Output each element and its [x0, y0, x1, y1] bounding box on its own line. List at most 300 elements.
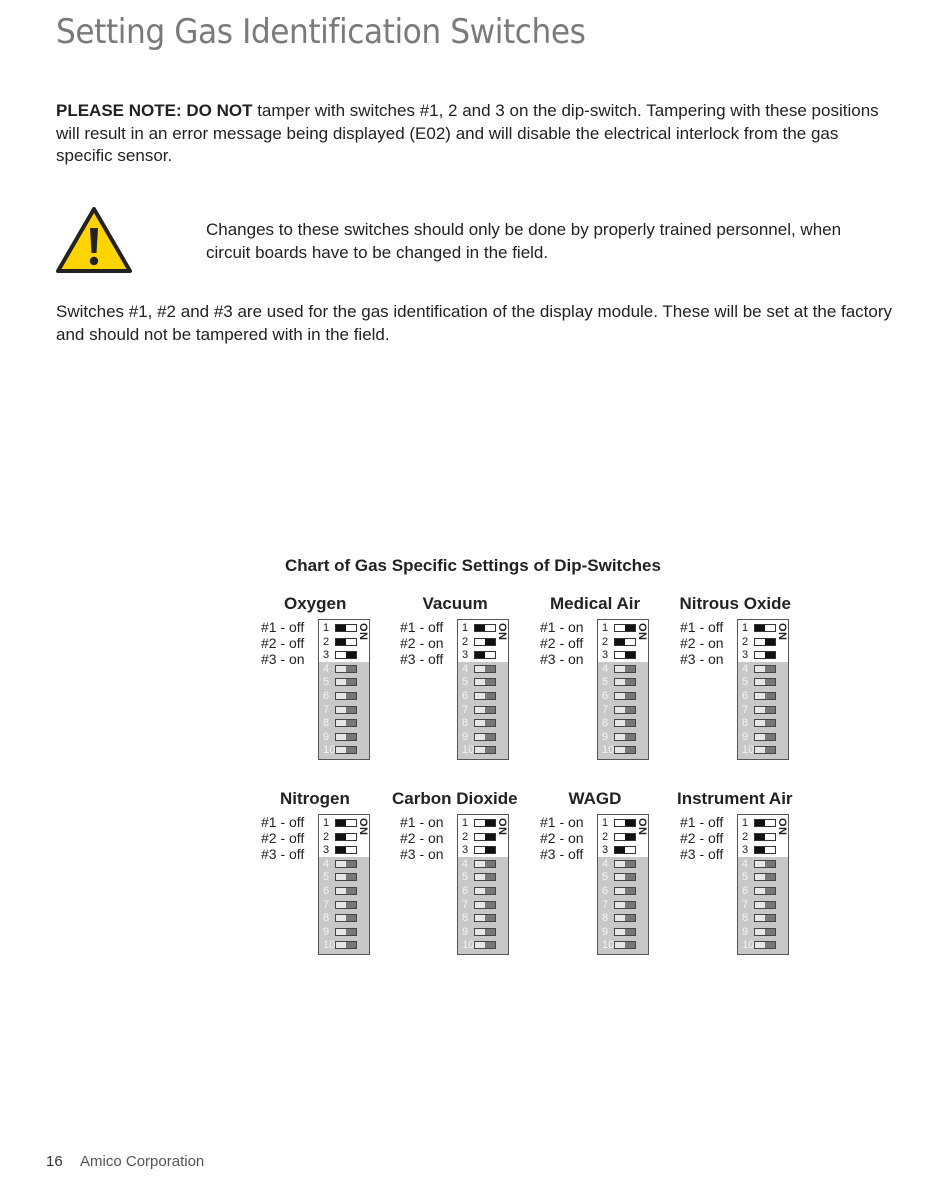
on-label: ON: [357, 623, 369, 641]
switch-knob: [765, 861, 775, 867]
switch-number: 1: [742, 817, 749, 829]
gas-panel: [540, 594, 700, 784]
switch-knob: [625, 666, 635, 672]
switch-number: 3: [602, 649, 609, 662]
switch-knob: [346, 861, 356, 867]
switch-row: [742, 663, 782, 677]
switch-row: [462, 744, 502, 758]
switch-row: [462, 649, 502, 663]
switch-number: 7: [602, 898, 609, 911]
switch-number: 8: [323, 912, 330, 925]
switch-knob: [765, 720, 775, 726]
switch-setting-line: #3 - on: [400, 846, 444, 862]
page-footer: [46, 1153, 204, 1170]
switch-knob: [346, 707, 356, 713]
switch-toggle: [335, 941, 357, 949]
switch-toggle: [474, 733, 496, 741]
switch-toggle: [614, 873, 636, 881]
switch-number: 2: [742, 830, 749, 843]
switch-number: 7: [462, 703, 469, 716]
switch-toggle: [335, 733, 357, 741]
switch-number: 3: [462, 844, 469, 857]
switch-row: [602, 744, 642, 758]
switch-knob: [615, 847, 625, 853]
switch-knob: [625, 820, 635, 826]
switch-toggle: [754, 901, 776, 909]
company-name: Amico Corporation: [80, 1153, 205, 1170]
switch-toggle: [754, 873, 776, 881]
switch-number: 5: [742, 676, 749, 689]
switch-knob: [755, 847, 765, 853]
switch-number: 9: [462, 925, 469, 938]
switch-number: 9: [602, 730, 609, 743]
switch-toggle: [754, 624, 776, 632]
switch-row: [462, 622, 502, 636]
switch-knob: [346, 747, 356, 753]
switch-row: [323, 831, 363, 845]
please-note-paragraph: [56, 100, 896, 168]
switch-number: 8: [742, 717, 749, 730]
switch-toggle: [335, 928, 357, 936]
switch-row: [323, 858, 363, 872]
switch-row: [602, 649, 642, 663]
switch-knob: [485, 915, 495, 921]
switch-toggle: [474, 860, 496, 868]
switch-number: 4: [742, 857, 749, 870]
switch-knob: [765, 747, 775, 753]
switch-setting-line: #2 - off: [261, 635, 305, 651]
switch-setting-line: #2 - on: [680, 635, 724, 651]
switch-knob: [765, 888, 775, 894]
switch-knob: [336, 625, 346, 631]
switch-row: [323, 871, 363, 885]
switch-number: 2: [323, 830, 330, 843]
dip-switch: [318, 814, 370, 955]
on-label: ON: [357, 818, 369, 836]
switch-knob: [485, 874, 495, 880]
switch-toggle: [754, 678, 776, 686]
switch-knob: [475, 625, 485, 631]
page-title: Setting Gas Identification Switches: [56, 12, 586, 52]
note-text: tamper with switches #1, 2 and 3 on the dip-switch. Tampering with these positions will result in an error message being displayed (E02) and will disable the electrical interlock from the gas specific sensor.: [56, 101, 879, 165]
switch-knob: [625, 942, 635, 948]
switch-knob: [346, 874, 356, 880]
switch-toggle: [335, 624, 357, 632]
gas-panel: [261, 594, 421, 784]
switch-number: 10: [462, 939, 475, 952]
switch-toggle: [614, 678, 636, 686]
gas-name: WAGD: [568, 789, 622, 808]
switch-knob: [625, 652, 635, 658]
dip-switch: [318, 619, 370, 760]
switch-number: 5: [602, 871, 609, 884]
switch-row: [462, 817, 502, 831]
switch-row: [742, 744, 782, 758]
switch-toggle: [754, 941, 776, 949]
switch-row: [323, 649, 363, 663]
switch-number: 7: [462, 898, 469, 911]
switch-toggle: [474, 887, 496, 895]
switch-toggle: [754, 638, 776, 646]
switch-row: [742, 871, 782, 885]
switch-toggle: [754, 819, 776, 827]
switch-toggle: [474, 873, 496, 881]
switch-row: [462, 731, 502, 745]
gas-name: Nitrogen: [280, 789, 350, 808]
switch-toggle: [335, 706, 357, 714]
switch-toggle: [754, 833, 776, 841]
gas-panel: [540, 789, 700, 979]
switch-knob: [765, 902, 775, 908]
switch-row: [323, 939, 363, 953]
switch-row: [462, 912, 502, 926]
on-label: ON: [636, 818, 648, 836]
switch-row: [323, 744, 363, 758]
switch-setting-line: #1 - on: [540, 814, 584, 830]
switch-knob: [346, 693, 356, 699]
switch-number: 10: [602, 744, 615, 757]
switch-number: 6: [462, 885, 469, 897]
switch-settings: [680, 619, 724, 667]
switch-knob: [625, 888, 635, 894]
switch-number: 2: [602, 635, 609, 648]
switch-knob: [615, 639, 625, 645]
switch-row: [323, 817, 363, 831]
switch-toggle: [614, 846, 636, 854]
switch-row: [323, 663, 363, 677]
switch-toggle: [754, 706, 776, 714]
switch-number: 1: [462, 817, 469, 829]
switch-row: [323, 844, 363, 858]
switch-row: [323, 704, 363, 718]
switch-number: 3: [462, 649, 469, 662]
switch-knob: [625, 679, 635, 685]
switch-knob: [765, 915, 775, 921]
switch-row: [323, 690, 363, 704]
switch-number: 9: [602, 925, 609, 938]
page-number: 16: [46, 1153, 63, 1170]
switch-number: 8: [602, 912, 609, 925]
switch-number: 7: [323, 898, 330, 911]
switch-toggle: [614, 901, 636, 909]
switch-setting-line: #2 - on: [400, 635, 444, 651]
switch-row: [742, 622, 782, 636]
switch-toggle: [754, 692, 776, 700]
switch-number: 6: [602, 690, 609, 702]
switch-number: 6: [742, 690, 749, 702]
switch-setting-line: #1 - off: [400, 619, 444, 635]
switch-number: 4: [462, 857, 469, 870]
switch-row: [462, 831, 502, 845]
switch-row: [323, 676, 363, 690]
switch-setting-line: #1 - off: [261, 814, 305, 830]
switch-toggle: [474, 901, 496, 909]
switch-row: [602, 926, 642, 940]
switch-number: 9: [323, 730, 330, 743]
switch-toggle: [335, 638, 357, 646]
on-label: ON: [496, 623, 508, 641]
warning-icon: [55, 206, 133, 274]
switch-knob: [625, 707, 635, 713]
switch-row: [323, 636, 363, 650]
switch-number: 2: [462, 635, 469, 648]
switch-knob: [765, 679, 775, 685]
switch-toggle: [614, 624, 636, 632]
switch-number: 5: [323, 871, 330, 884]
warning-text: Changes to these switches should only be done by properly trained personnel, when circuit boards have to be changed in the field.: [206, 220, 842, 262]
switch-number: 5: [462, 676, 469, 689]
switch-setting-line: #2 - off: [261, 830, 305, 846]
switch-row: [602, 858, 642, 872]
switch-row: [742, 676, 782, 690]
switch-row: [602, 676, 642, 690]
switch-row: [742, 912, 782, 926]
switch-knob: [336, 820, 346, 826]
switch-toggle: [335, 887, 357, 895]
switch-knob: [625, 693, 635, 699]
switch-toggle: [335, 860, 357, 868]
switch-row: [462, 939, 502, 953]
switch-knob: [485, 720, 495, 726]
switch-number: 4: [742, 662, 749, 675]
switch-number: 9: [323, 925, 330, 938]
switch-number: 1: [602, 622, 609, 634]
switch-toggle: [335, 651, 357, 659]
switch-setting-line: #1 - off: [261, 619, 305, 635]
switch-toggle: [614, 887, 636, 895]
switch-setting-line: #3 - on: [540, 651, 584, 667]
switch-number: 1: [602, 817, 609, 829]
switch-knob: [485, 693, 495, 699]
switch-toggle: [754, 733, 776, 741]
gas-name: Nitrous Oxide: [679, 594, 791, 613]
switch-number: 1: [323, 817, 330, 829]
switch-row: [602, 663, 642, 677]
switch-row: [602, 831, 642, 845]
switch-knob: [755, 820, 765, 826]
switch-toggle: [474, 719, 496, 727]
gas-name: Instrument Air: [677, 789, 793, 808]
switch-toggle: [614, 746, 636, 754]
switch-number: 3: [323, 649, 330, 662]
switch-number: 5: [323, 676, 330, 689]
switch-row: [602, 717, 642, 731]
switch-number: 1: [462, 622, 469, 634]
switch-knob: [765, 666, 775, 672]
on-label: ON: [776, 818, 788, 836]
dip-switch: [737, 619, 789, 760]
switch-row: [462, 844, 502, 858]
switch-setting-line: #3 - on: [680, 651, 724, 667]
switch-toggle: [614, 941, 636, 949]
switch-knob: [485, 820, 495, 826]
switch-row: [742, 926, 782, 940]
switch-number: 1: [742, 622, 749, 634]
gas-name: Vacuum: [422, 594, 488, 613]
switch-number: 8: [742, 912, 749, 925]
switch-row: [742, 885, 782, 899]
switch-toggle: [614, 706, 636, 714]
dip-switch: [597, 619, 649, 760]
switch-knob: [485, 679, 495, 685]
switch-knob: [765, 942, 775, 948]
switch-row: [602, 731, 642, 745]
switch-knob: [485, 942, 495, 948]
switch-knob: [336, 639, 346, 645]
switch-knob: [346, 942, 356, 948]
switch-knob: [485, 847, 495, 853]
switch-toggle: [335, 719, 357, 727]
switch-knob: [765, 707, 775, 713]
switch-toggle: [335, 914, 357, 922]
switch-knob: [346, 666, 356, 672]
switch-row: [323, 912, 363, 926]
switch-number: 6: [323, 885, 330, 897]
dip-switch: [457, 814, 509, 955]
switch-number: 5: [742, 871, 749, 884]
switches-paragraph: Switches #1, #2 and #3 are used for the gas identification of the display module. These will be set at the factory and should not be tampered with in the field.: [56, 302, 893, 344]
switch-setting-line: #2 - off: [540, 635, 584, 651]
switch-knob: [485, 639, 495, 645]
switch-toggle: [474, 706, 496, 714]
switch-row: [462, 717, 502, 731]
switch-toggle: [474, 665, 496, 673]
on-label: ON: [776, 623, 788, 641]
switch-toggle: [474, 846, 496, 854]
switch-number: 10: [742, 744, 755, 757]
switch-knob: [485, 707, 495, 713]
switch-knob: [765, 693, 775, 699]
switch-row: [602, 704, 642, 718]
switch-knob: [765, 652, 775, 658]
switch-knob: [485, 888, 495, 894]
switch-number: 3: [742, 649, 749, 662]
switch-row: [742, 844, 782, 858]
switch-number: 8: [462, 912, 469, 925]
switch-knob: [475, 652, 485, 658]
switch-row: [602, 939, 642, 953]
switch-knob: [485, 747, 495, 753]
switch-toggle: [335, 873, 357, 881]
switch-knob: [485, 734, 495, 740]
switch-row: [602, 817, 642, 831]
gas-name: Carbon Dioxide: [392, 789, 518, 808]
switch-number: 10: [462, 744, 475, 757]
switch-row: [462, 690, 502, 704]
switch-knob: [625, 747, 635, 753]
switch-row: [742, 899, 782, 913]
switch-setting-line: #1 - off: [680, 619, 724, 635]
switch-toggle: [614, 733, 636, 741]
switch-setting-line: #1 - on: [400, 814, 444, 830]
switch-number: 3: [323, 844, 330, 857]
gas-name: Oxygen: [284, 594, 347, 613]
switch-number: 2: [323, 635, 330, 648]
switch-number: 8: [323, 717, 330, 730]
switch-knob: [765, 929, 775, 935]
switch-knob: [765, 639, 775, 645]
switch-knob: [485, 902, 495, 908]
switch-row: [602, 844, 642, 858]
switch-row: [462, 871, 502, 885]
gas-panel: [392, 789, 560, 979]
switch-knob: [765, 734, 775, 740]
switch-knob: [485, 834, 495, 840]
switch-number: 5: [462, 871, 469, 884]
dip-switch: [597, 814, 649, 955]
switch-settings: [261, 814, 304, 862]
switch-settings: [261, 619, 305, 667]
switch-number: 4: [323, 662, 330, 675]
switch-number: 9: [742, 925, 749, 938]
switch-row: [742, 831, 782, 845]
switch-row: [742, 858, 782, 872]
switch-settings: [540, 619, 584, 667]
switch-toggle: [335, 665, 357, 673]
switch-number: 10: [742, 939, 755, 952]
switch-number: 2: [602, 830, 609, 843]
switch-number: 8: [602, 717, 609, 730]
switch-row: [602, 912, 642, 926]
switch-toggle: [335, 819, 357, 827]
gas-name: Medical Air: [550, 594, 641, 613]
switch-toggle: [614, 860, 636, 868]
switch-number: 3: [602, 844, 609, 857]
switch-number: 6: [323, 690, 330, 702]
on-label: ON: [636, 623, 648, 641]
switch-toggle: [474, 833, 496, 841]
switch-number: 2: [462, 830, 469, 843]
switch-toggle: [754, 719, 776, 727]
switch-setting-line: #3 - on: [261, 651, 305, 667]
switch-row: [462, 636, 502, 650]
switch-row: [742, 717, 782, 731]
switch-toggle: [614, 833, 636, 841]
switch-toggle: [474, 624, 496, 632]
switch-row: [323, 926, 363, 940]
switch-setting-line: #3 - off: [261, 846, 305, 862]
switch-knob: [625, 902, 635, 908]
switch-settings: [400, 814, 444, 862]
switch-toggle: [754, 914, 776, 922]
switch-knob: [625, 874, 635, 880]
switch-number: 5: [602, 676, 609, 689]
switch-setting-line: #3 - off: [540, 846, 584, 862]
switch-toggle: [754, 665, 776, 673]
switch-toggle: [335, 692, 357, 700]
gas-panel: [400, 594, 560, 784]
switch-setting-line: #2 - off: [680, 830, 724, 846]
switch-toggle: [754, 860, 776, 868]
switch-setting-line: #2 - on: [540, 830, 584, 846]
switch-row: [742, 636, 782, 650]
switch-row: [742, 817, 782, 831]
switch-knob: [625, 720, 635, 726]
switch-toggle: [474, 746, 496, 754]
switch-number: 9: [742, 730, 749, 743]
switch-row: [742, 649, 782, 663]
switch-knob: [346, 929, 356, 935]
switch-toggle: [754, 746, 776, 754]
switch-knob: [346, 679, 356, 685]
switch-row: [323, 717, 363, 731]
switch-row: [462, 676, 502, 690]
switch-row: [602, 690, 642, 704]
switch-row: [742, 704, 782, 718]
switch-toggle: [474, 819, 496, 827]
switch-knob: [346, 734, 356, 740]
switch-toggle: [614, 914, 636, 922]
